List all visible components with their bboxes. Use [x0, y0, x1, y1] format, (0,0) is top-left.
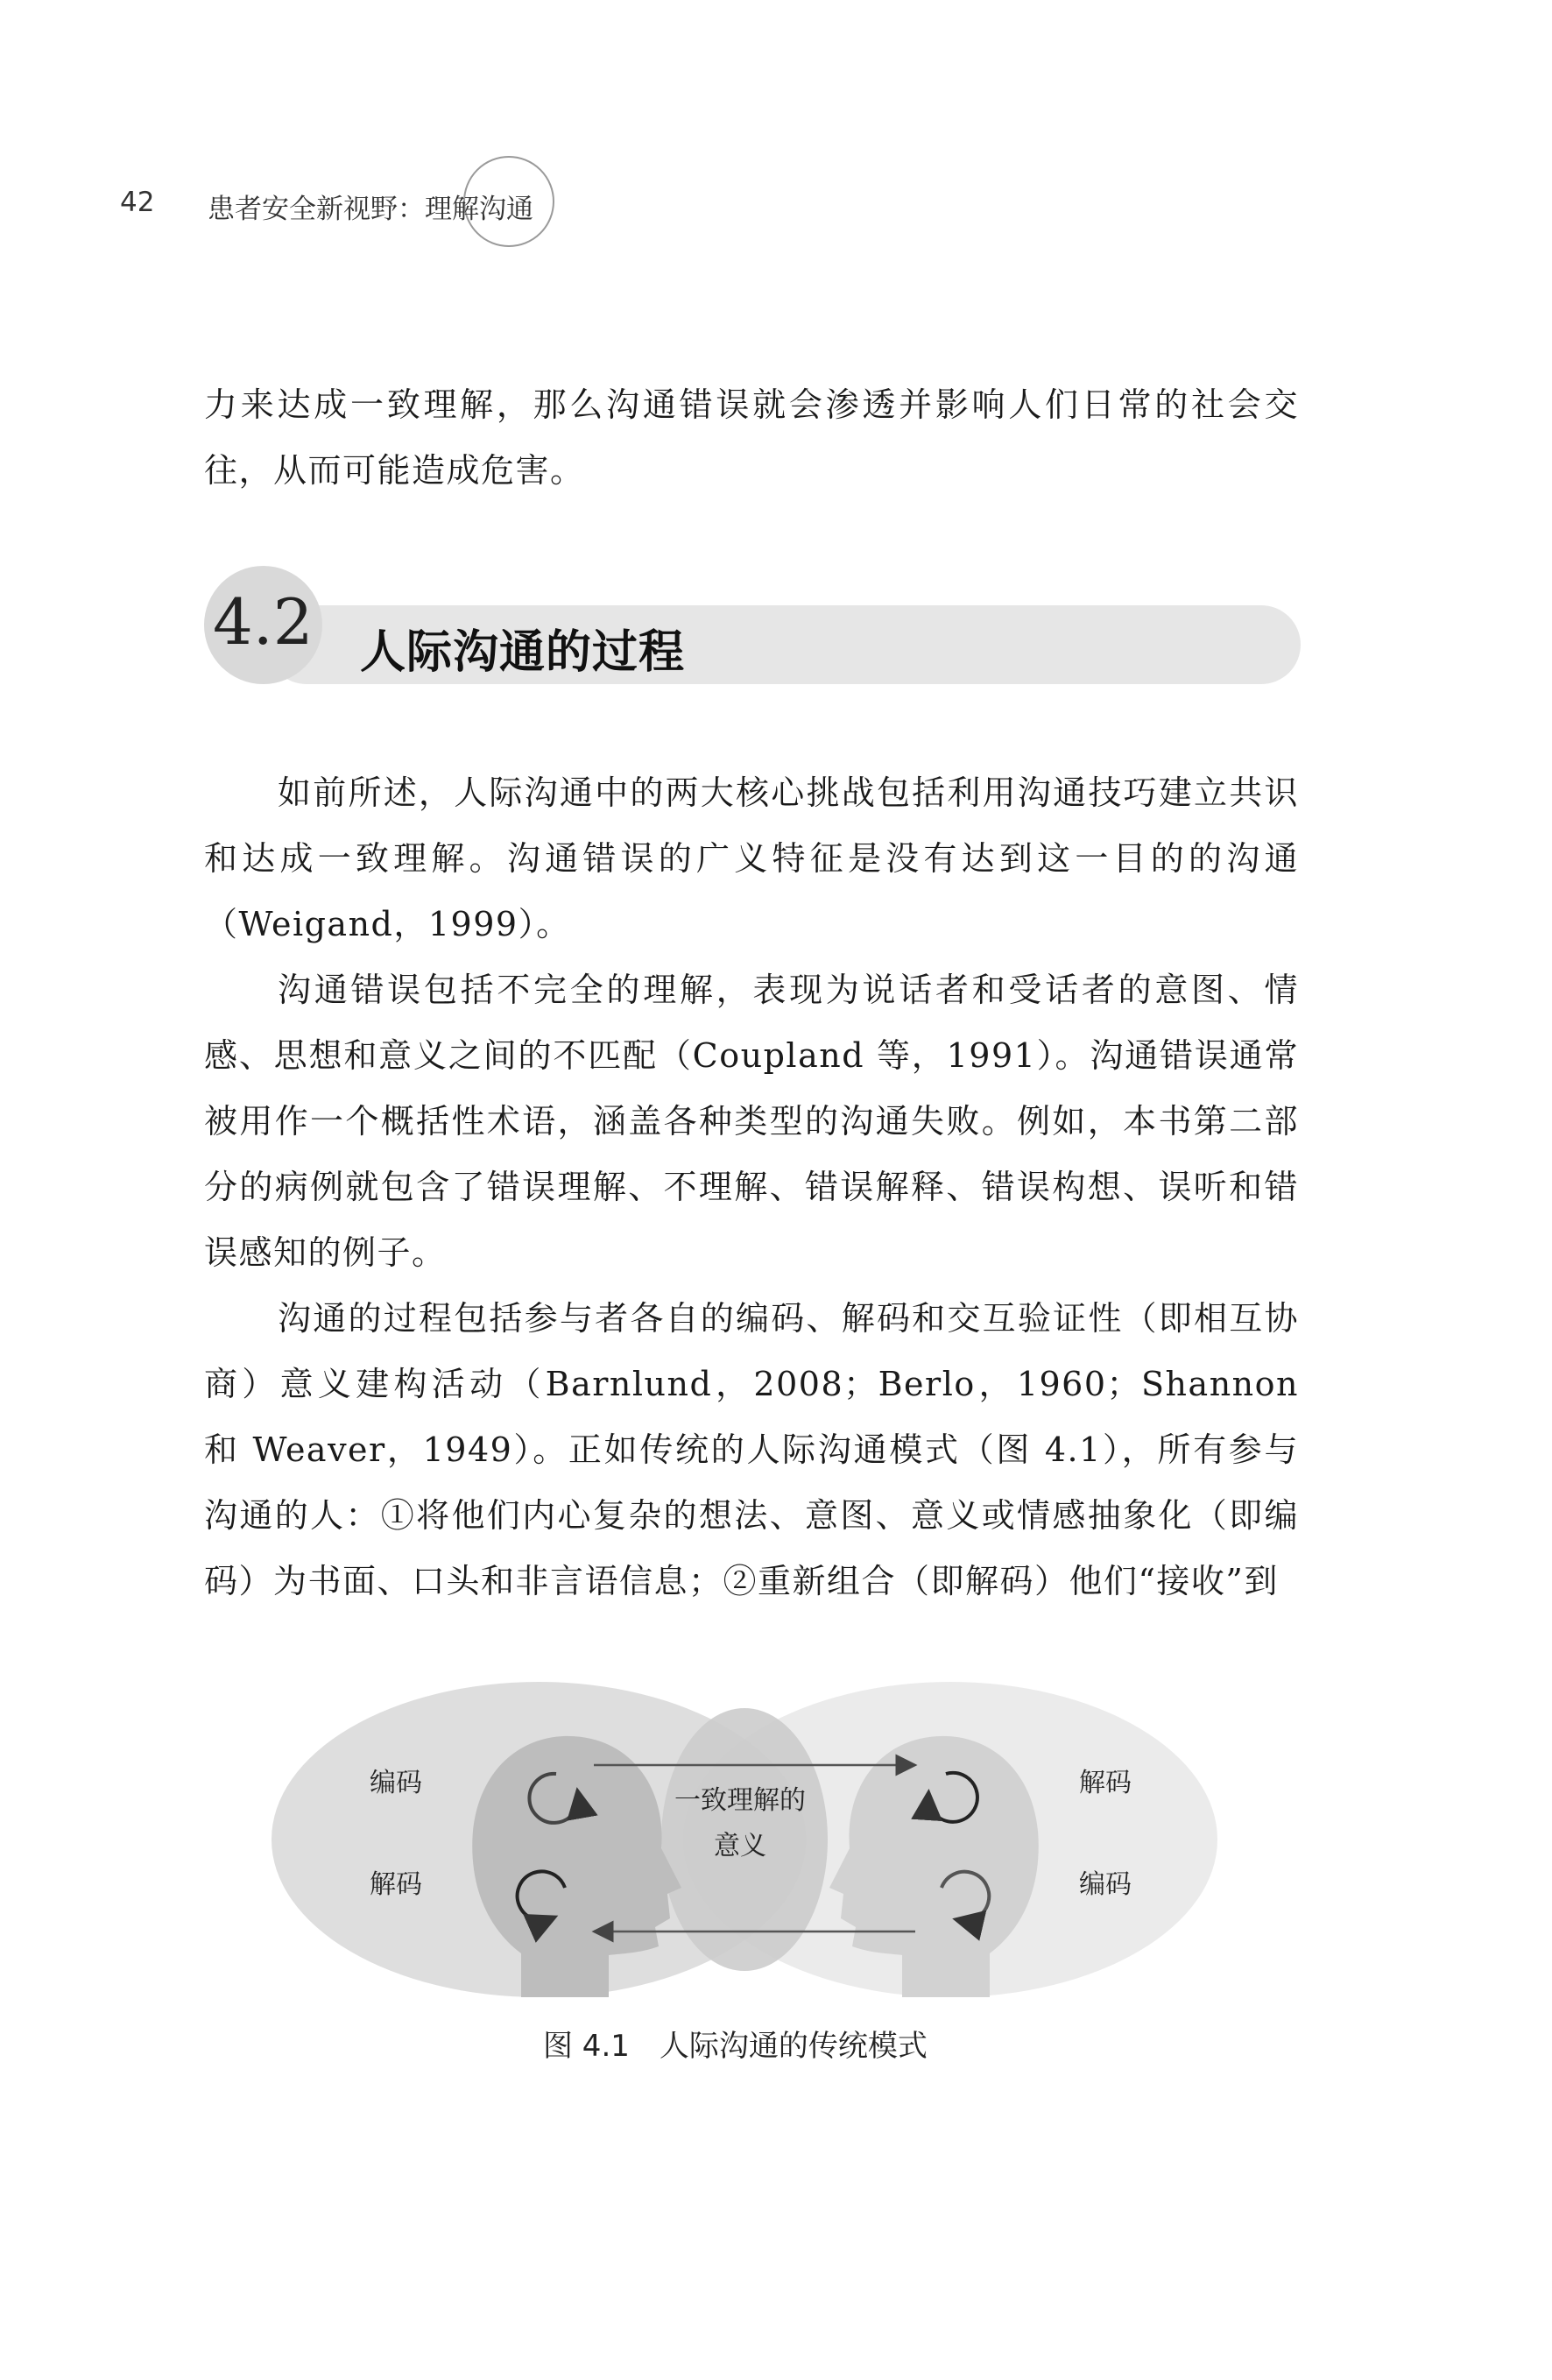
shared-meaning-label: [661, 1778, 819, 1869]
page-number: 42: [120, 187, 155, 218]
right-decode-label: 解码: [1079, 1768, 1132, 1798]
figure-caption-number: 图 4.1: [543, 2029, 630, 2064]
shared-meaning-line2: 意义: [714, 1831, 766, 1861]
communication-model-figure: [263, 1664, 1244, 2015]
figure-caption-text: 人际沟通的传统模式: [659, 2029, 928, 2064]
body-paragraph-2: 沟通错误包括不完全的理解，表现为说话者和受话者的意图、情感、思想和意义之间的不匹配（Coupland 等，1991）。沟通错误通常被用作一个概括性术语，涵盖各种类型的沟通失败。例如，本书第二部分的病例就包含了错误理解、不理解、错误解释、错误构想、误听和错误感知的例子。: [204, 971, 1299, 1272]
shared-meaning-line1: 一致理解的: [674, 1785, 806, 1816]
figure-caption: [543, 2022, 957, 2065]
running-title: 患者安全新视野：理解沟通: [208, 194, 533, 225]
body-paragraph-1: 如前所述，人际沟通中的两大核心挑战包括利用沟通技巧建立共识和达成一致理解。沟通错误的广义特征是没有达到这一目的的沟通（Weigand，1999）。: [204, 773, 1299, 943]
body-paragraph-3: 沟通的过程包括参与者各自的编码、解码和交互验证性（即相互协商）意义建构活动（Barnlund，2008；Berlo，1960；Shannon 和 Weaver，1949）。正如传统的人际沟通模式（图 4.1），所有参与沟通的人：①将他们内心复杂的想法、意图、意义或情感抽象化（即编码）为书面、口头和非言语信息；②重新组合（即解码）他们“接收”到: [204, 1299, 1299, 1600]
section-title: 人际沟通的过程: [360, 625, 686, 679]
left-encode-label: 编码: [370, 1768, 422, 1798]
right-encode-label: 编码: [1079, 1869, 1132, 1900]
left-decode-label: 解码: [370, 1869, 422, 1900]
section-number: 4.2: [213, 585, 314, 659]
intro-paragraph: 力来达成一致理解，那么沟通错误就会渗透并影响人们日常的社会交往，从而可能造成危害。: [204, 385, 1299, 490]
